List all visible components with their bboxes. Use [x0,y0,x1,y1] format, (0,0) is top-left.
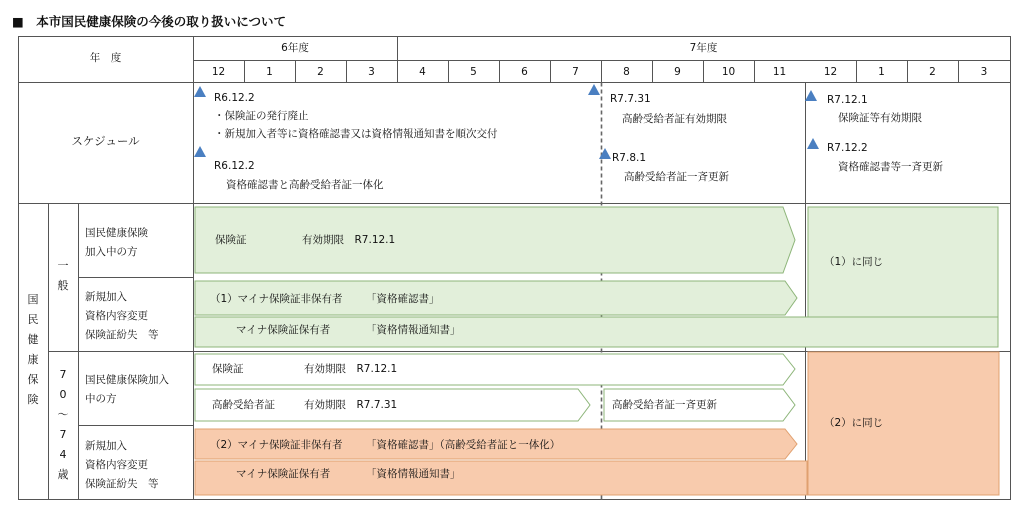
fy6-header: 6年度 [281,42,309,54]
row2-bar1-a: （1）マイナ保険証非保有者 [210,293,343,305]
month-cell: 2 [317,66,324,78]
row3-bar2-a: 高齢受給者証 [212,399,275,411]
month-cell: 9 [674,66,681,78]
row4-bar1-a: （2）マイナ保険証非保有者 [210,439,343,451]
row2-bar2-b: 「資格情報通知書」 [366,324,461,336]
month-cell: 12 [823,66,838,78]
row3-bar2-b: 有効期限 R7.7.31 [304,399,398,411]
month-cell: 7 [572,66,579,78]
same-as-2: （2）に同じ [824,417,884,429]
row1-label: 国民健康保険 加入中の方 [85,227,148,258]
milestone-marker-icon [805,90,817,101]
milestone-marker-icon [194,86,206,97]
month-cell: 1 [878,66,885,78]
fy7-header: 7年度 [689,42,718,54]
schedule-e5-text: 保険証等有効期限 [838,112,922,124]
bar-r1-hokensho [195,207,795,273]
schedule-e6-date: R7.12.2 [827,142,868,154]
row4-label: 新規加入 資格内容変更 保険証紛失 等 [85,440,159,490]
month-cell: 11 [772,66,787,78]
bar-r3-hokensho [195,354,795,385]
month-cell: 2 [929,66,936,78]
row3-bar3: 高齢受給者証一斉更新 [612,399,717,411]
milestone-marker-icon [599,148,611,159]
ippan-label: 一 般 [57,259,69,292]
row2-label: 新規加入 資格内容変更 保険証紛失 等 [85,291,159,341]
schedule-e4-text: 高齢受給者証一斉更新 [624,171,729,183]
month-cell: 10 [721,66,736,78]
month-cell: 8 [623,66,630,78]
milestone-marker-icon [807,138,819,149]
month-cell: 1 [266,66,273,78]
row3-label: 国民健康保険加入 中の方 [85,374,169,405]
schedule-e6-text: 資格確認書等一斉更新 [838,161,943,173]
schedule-e4-date: R7.8.1 [612,152,647,164]
kokuho-label: 国 民 健 康 保 険 [27,293,39,406]
schedule-e3-date: R7.7.31 [610,93,651,105]
schedule-e3-text: 高齢受給者証有効期限 [622,113,727,125]
row3-bar1-a: 保険証 [212,363,244,375]
schedule-e1-line1: ・保険証の発行廃止 [214,110,309,122]
schedule-e1-date: R6.12.2 [214,92,255,104]
row4-bar1-b: 「資格確認書」（高齢受給者証と一体化） [366,439,561,451]
page-title: ■ 本市国民健康保険の今後の取り扱いについて [12,14,287,29]
row3-bar1-b: 有効期限 R7.12.1 [304,363,398,375]
same-as-1: （1）に同じ [824,256,884,268]
row4-bar2-b: 「資格情報通知書」 [366,468,461,480]
month-cell: 3 [980,66,988,78]
milestone-marker-icon [588,84,600,95]
month-cell: 5 [470,66,477,78]
row1-bar-a: 保険証 [215,234,247,246]
month-cell: 4 [419,66,426,78]
row4-bar2-a: マイナ保険証保有者 [236,468,331,480]
row1-bar-b: 有効期限 R7.12.1 [302,234,396,246]
schedule-label: スケジュール [71,134,140,148]
month-cell: 6 [521,66,528,78]
schedule-e2-text: 資格確認書と高齢受給者証一体化 [226,179,384,191]
age-70-74-label: 7 0 〜 7 4 歳 [57,368,69,481]
year-header: 年 度 [89,52,122,64]
month-cell: 3 [368,66,375,78]
schedule-e2-date: R6.12.2 [214,160,255,172]
schedule-e1-line2: ・新規加入者等に資格確認書又は資格情報通知書を順次交付 [214,128,498,140]
row2-bar2-a: マイナ保険証保有者 [236,324,331,336]
row2-bar1-b: 「資格確認書」 [366,293,440,305]
schedule-e5-date: R7.12.1 [827,94,868,106]
month-cell: 12 [211,66,226,78]
milestone-marker-icon [194,146,206,157]
